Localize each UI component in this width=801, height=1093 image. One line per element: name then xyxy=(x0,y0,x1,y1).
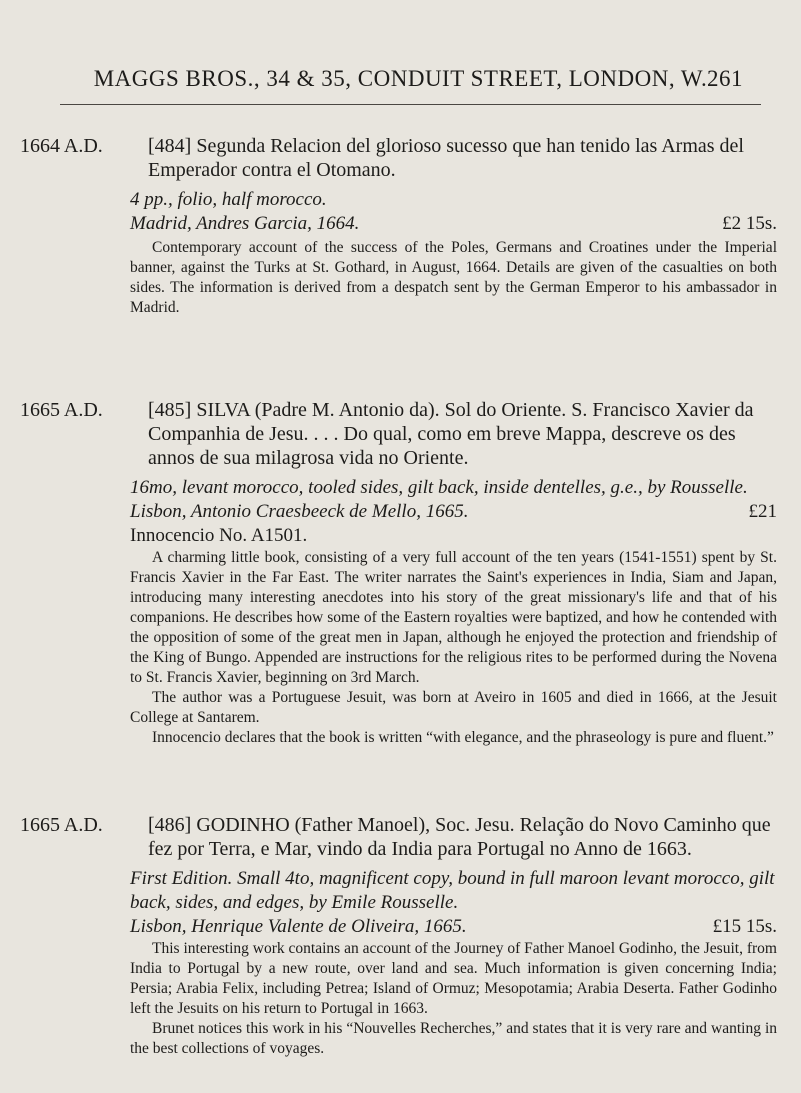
entry-heading: [484] Segunda Relacion del glorioso sucesso que han tenido las Armas del Emperador contra el Otomano. xyxy=(148,135,744,181)
entry-heading: [485] SILVA (Padre M. Antonio da). Sol do Oriente. S. Francisco Xavier da Companhia de Jesu. . . . Do qual, como em breve Mappa, descreve os des annos de sua milagrosa vida no Oriente. xyxy=(148,399,754,469)
entry-note: The author was a Portuguese Jesuit, was born at Aveiro in 1605 and died in 1666, at the Jesuit College at Santarem. xyxy=(130,689,777,726)
running-header-text: MAGGS BROS., 34 & 35, CONDUIT STREET, LONDON, W. xyxy=(93,66,708,91)
running-header xyxy=(0,66,801,92)
entry-note: Brunet notices this work in his “Nouvelles Recherches,” and states that it is very rare and wanting in the best collections of voyages. xyxy=(130,1020,777,1057)
entry-format: 4 pp., folio, half morocco. xyxy=(130,189,327,210)
entry-year: 1664 A.D. xyxy=(20,135,103,157)
entry-price: £15 15s. xyxy=(712,916,777,937)
entry-imprint: Lisbon, Antonio Craesbeeck de Mello, 1665. £21 xyxy=(130,501,777,522)
entry-year: 1665 A.D. xyxy=(20,399,103,421)
entry-format: First Edition. Small 4to, magnificent copy, bound in full maroon levant morocco, gilt back, sides, and edges, by Emile Rousselle. xyxy=(130,868,775,913)
entry-format: 16mo, levant morocco, tooled sides, gilt back, inside dentelles, g.e., by Rousselle. xyxy=(130,477,748,498)
entry-reference: Innocencio No. A1501. xyxy=(130,525,308,546)
catalogue-entry-484 xyxy=(20,134,777,318)
entry-price: £21 xyxy=(748,501,777,522)
catalogue-entry-486 xyxy=(20,813,777,1059)
entry-heading: [486] GODINHO (Father Manoel), Soc. Jesu. Relação do Novo Caminho que fez por Terra, e Mar, vindo da India para Portugal no Anno de 1663. xyxy=(148,814,771,860)
catalogue-entry-485 xyxy=(20,398,777,748)
header-rule xyxy=(60,104,761,105)
page-number: 261 xyxy=(707,66,743,91)
entry-year: 1665 A.D. xyxy=(20,814,103,836)
entry-note: This interesting work contains an account of the Journey of Father Manoel Godinho, the Jesuit, from India to Portugal by a new route, over land and sea. Much information is given concerning India; Persia; Arabia Felix, including Petrea; Island of Ormuz; Mesopotamia; Arabia Deserta. Father Godinho left the Jesuits on his return to Portugal in 1663. xyxy=(130,940,777,1017)
entry-note: Innocencio declares that the book is written “with elegance, and the phraseology is pure and fluent.” xyxy=(152,729,774,746)
entry-imprint: Lisbon, Henrique Valente de Oliveira, 1665. £15 15s. xyxy=(130,916,777,937)
entry-price: £2 15s. xyxy=(722,213,777,234)
entry-note: Contemporary account of the success of the Poles, Germans and Croatines under the Imperial banner, against the Turks at St. Gothard, in August, 1664. Details are given of the casualties on both sides. The information is derived from a despatch sent by the German Emperor to his ambassador in Madrid. xyxy=(130,239,777,316)
entry-imprint: Madrid, Andres Garcia, 1664. £2 15s. xyxy=(130,213,777,234)
entry-note: A charming little book, consisting of a very full account of the ten years (1541-1551) spent by St. Francis Xavier in the Far East. The writer narrates the Saint's experiences in India, Siam and Japan, introducing many interesting anecdotes into his story of the great missionary's life and that of his companions. He describes how some of the Eastern royalties were baptized, and how he contended with the opposition of some of the great men in Japan, although he enjoyed the protection and friendship of the King of Bungo. Appended are instructions for the religious rites to be performed during the Novena to St. Francis Xavier, beginning on 3rd March. xyxy=(130,549,777,686)
